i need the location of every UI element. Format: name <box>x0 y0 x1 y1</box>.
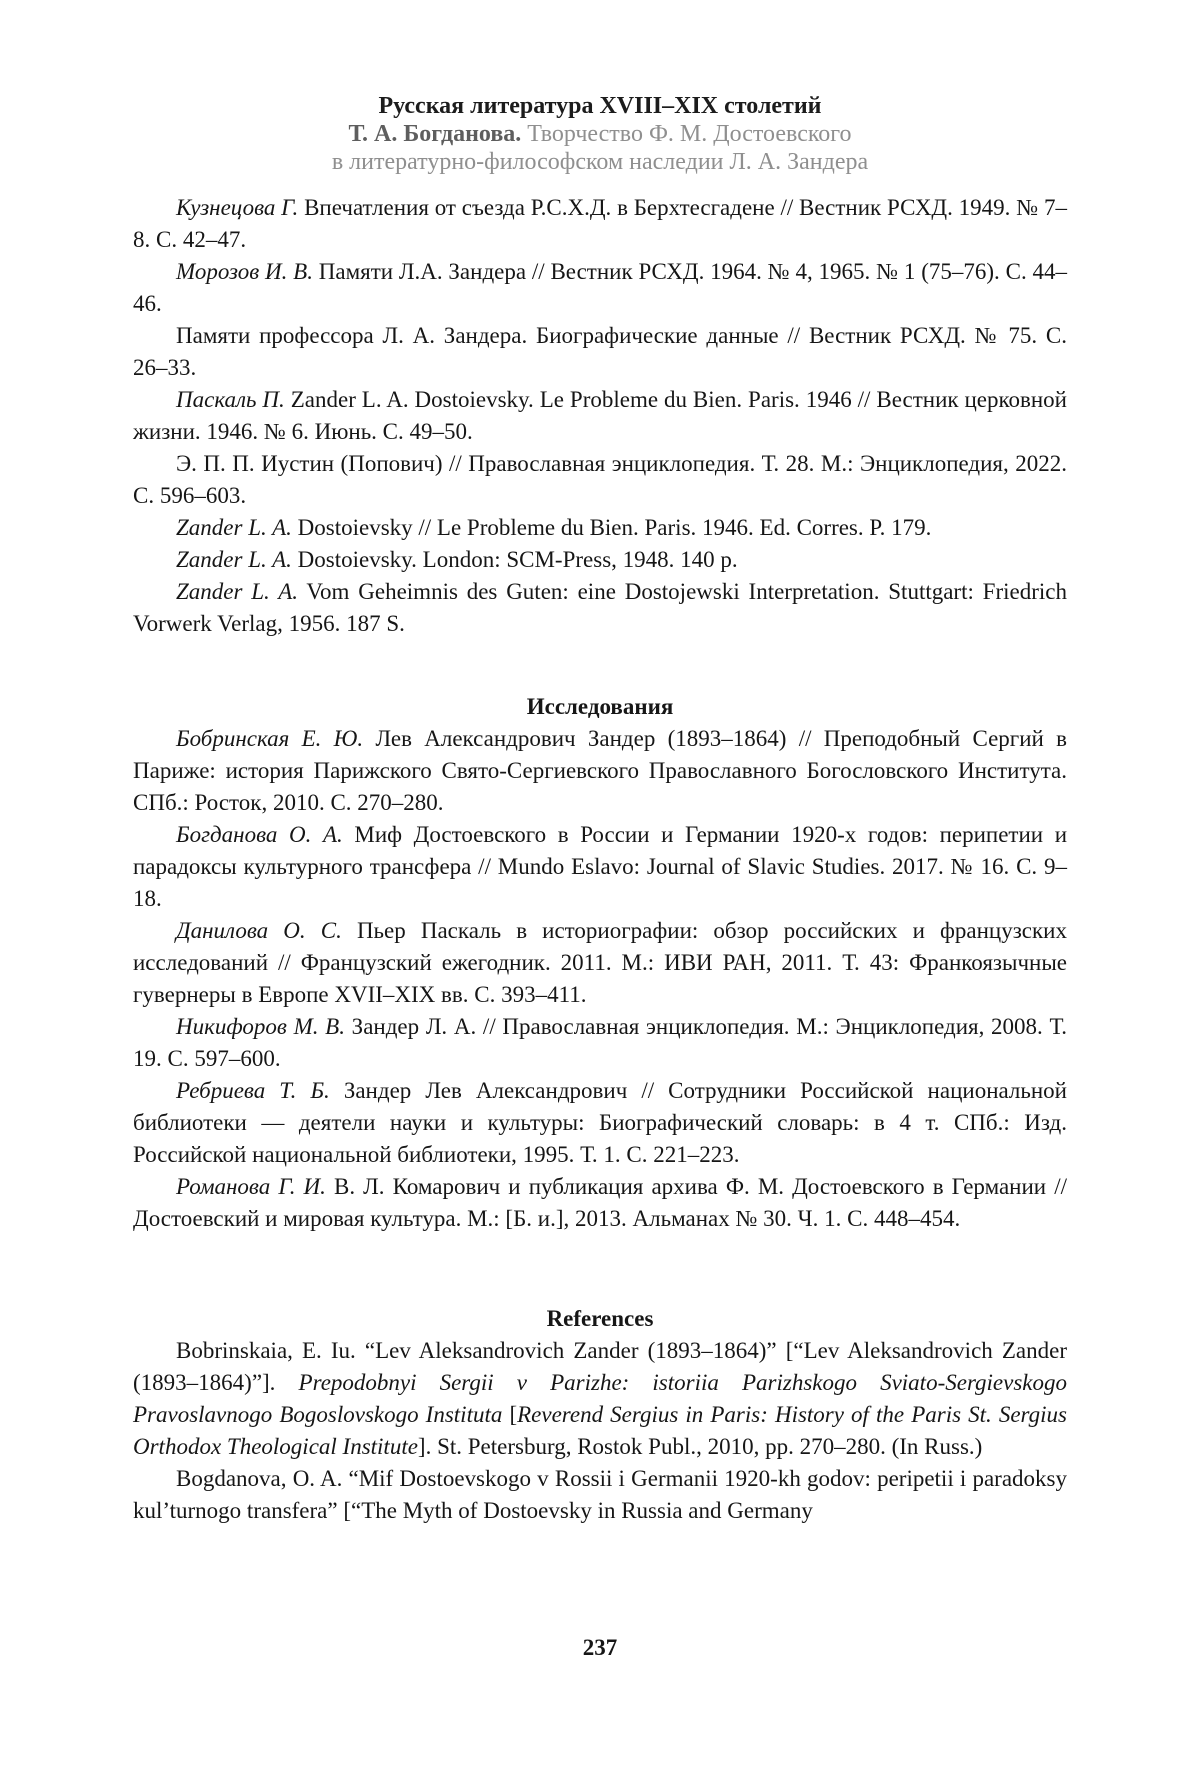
running-head <box>133 92 1067 176</box>
entry-text: Лев Александрович Зандер (1893–1864) // Преподобный Сергий в Париже: история Парижского Свято-Сергиевского Православного Богословского Института. СПб.: Росток, 2010. С. 270–280. <box>133 726 1067 815</box>
ref-segment: Bobrinskaia, E. Iu. “Lev Aleksandrovich Zander (1893–1864)” [“Lev Aleksandrovich Zander (1893–1864)”]. <box>133 1338 1067 1395</box>
entry-text: Э. П. П. Иустин (Попович) // Православная энциклопедия. Т. 28. М.: Энциклопедия, 2022. С. 596–603. <box>133 451 1067 508</box>
page-text-block <box>133 92 1067 1527</box>
entry-text: Пьер Паскаль в историографии: обзор российских и французских исследований // Французский ежегодник. 2011. М.: ИВИ РАН, 2011. Т. 43: Франкоязычные гувернеры в Европе XVII–XIX вв. С. 393–411. <box>133 918 1067 1007</box>
ref-segment: ]. St. Petersburg, Rostok Publ., 2010, pp. 270–280. (In Russ.) <box>417 1434 983 1459</box>
article-author: Т. А. Богданова. <box>348 121 522 147</box>
references-section-heading: References <box>546 1306 654 1331</box>
bib-entry <box>133 320 1067 384</box>
entry-text: Впечатления от съезда Р.С.Х.Д. в Берхтесгадене // Вестник РСХД. 1949. № 7–8. С. 42–47. <box>133 195 1067 252</box>
entry-author: Паскаль П. <box>176 387 285 412</box>
article-title-line2: в литературно-философском наследии Л. А. Зандера <box>331 149 869 175</box>
entry-text: Памяти Л.А. Зандера // Вестник РСХД. 1964. № 4, 1965. № 1 (75–76). С. 44–46. <box>133 259 1067 316</box>
entry-text: Vom Geheimnis des Guten: eine Dostojewski Interpretation. Stuttgart: Friedrich Vorwerk Verlag, 1956. 187 S. <box>133 579 1067 636</box>
study-entry <box>133 1075 1067 1171</box>
study-entry <box>133 915 1067 1011</box>
study-entry <box>133 1171 1067 1235</box>
bibliography-list <box>133 192 1067 640</box>
bib-entry <box>133 384 1067 448</box>
study-entry <box>133 1011 1067 1075</box>
series-title: Русская литература XVIII–XIX столетий <box>378 93 822 119</box>
bib-entry <box>133 192 1067 256</box>
entry-author: Zander L. A. <box>176 547 292 572</box>
entry-author: Бобринская Е. Ю. <box>176 726 364 751</box>
entry-author: Никифоров М. В. <box>176 1014 345 1039</box>
entry-text: Зандер Л. А. // Православная энциклопедия. М.: Энциклопедия, 2008. Т. 19. С. 597–600. <box>133 1014 1067 1071</box>
ref-segment-italic: Prepodobnyi Sergii v Parizhe: istoriia Parizhskogo Sviato-Sergievskogo Pravoslavnogo Bogoslovskogo Instituta <box>133 1370 1068 1427</box>
bib-entry <box>133 576 1067 640</box>
entry-text: В. Л. Комарович и публикация архива Ф. М. Достоевского в Германии // Достоевский и мировая культура. М.: [Б. и.], 2013. Альманах № 30. Ч. 1. С. 448–454. <box>133 1174 1067 1231</box>
bib-entry <box>133 448 1067 512</box>
entry-text: Памяти профессора Л. А. Зандера. Биографические данные // Вестник РСХД. № 75. С. 26–33. <box>133 323 1067 380</box>
ref-segment: [ <box>502 1402 518 1427</box>
entry-author: Богданова О. А. <box>176 822 343 847</box>
article-title-part: Творчество Ф. М. Достоевского <box>521 121 852 147</box>
page-number: 237 <box>582 1635 618 1660</box>
entry-author: Романова Г. И. <box>176 1174 326 1199</box>
bib-entry <box>133 256 1067 320</box>
entry-author: Морозов И. В. <box>176 259 313 284</box>
reference-entry <box>133 1335 1067 1463</box>
ref-segment-italic: Reverend Sergius in Paris: History of the Paris St. Sergius Orthodox Theological Institute <box>133 1402 1067 1459</box>
study-entry <box>133 723 1067 819</box>
studies-section-heading: Исследования <box>526 694 674 719</box>
article-title-line1 <box>133 120 1067 148</box>
bib-entry <box>133 512 1067 544</box>
entry-author: Ребриева Т. Б. <box>176 1078 330 1103</box>
studies-list <box>133 723 1067 1235</box>
entry-author: Кузнецова Г. <box>176 195 299 220</box>
entry-text: Dostoievsky // Le Probleme du Bien. Paris. 1946. Ed. Corres. P. 179. <box>291 515 932 540</box>
entry-text: Dostoievsky. London: SCM-Press, 1948. 140 p. <box>291 547 738 572</box>
reference-entry <box>133 1463 1067 1527</box>
entry-text: Zander L. A. Dostoievsky. Le Probleme du Bien. Paris. 1946 // Вестник церковной жизни. 1946. № 6. Июнь. С. 49–50. <box>133 387 1067 444</box>
study-entry <box>133 819 1067 915</box>
references-list <box>133 1335 1067 1527</box>
entry-author: Zander L. A. <box>176 515 292 540</box>
entry-text: Миф Достоевского в России и Германии 1920-х годов: перипетии и парадоксы культурного трансфера // Mundo Eslavo: Journal of Slavic Studies. 2017. № 16. С. 9–18. <box>133 822 1068 911</box>
entry-text: Зандер Лев Александрович // Сотрудники Российской национальной библиотеки — деятели науки и культуры: Биографический словарь: в 4 т. СПб.: Изд. Российской национальной библиотеки, 1995. Т. 1. С. 221–223. <box>133 1078 1067 1167</box>
ref-segment: Bogdanova, O. A. “Mif Dostoevskogo v Rossii i Germanii 1920-kh godov: peripetii i paradoksy kul’turnogo transfera” [“The Myth of Dostoevsky in Russia and Germany <box>133 1466 1067 1523</box>
entry-author: Zander L. A. <box>176 579 299 604</box>
bib-entry <box>133 544 1067 576</box>
entry-author: Данилова О. С. <box>176 918 342 943</box>
